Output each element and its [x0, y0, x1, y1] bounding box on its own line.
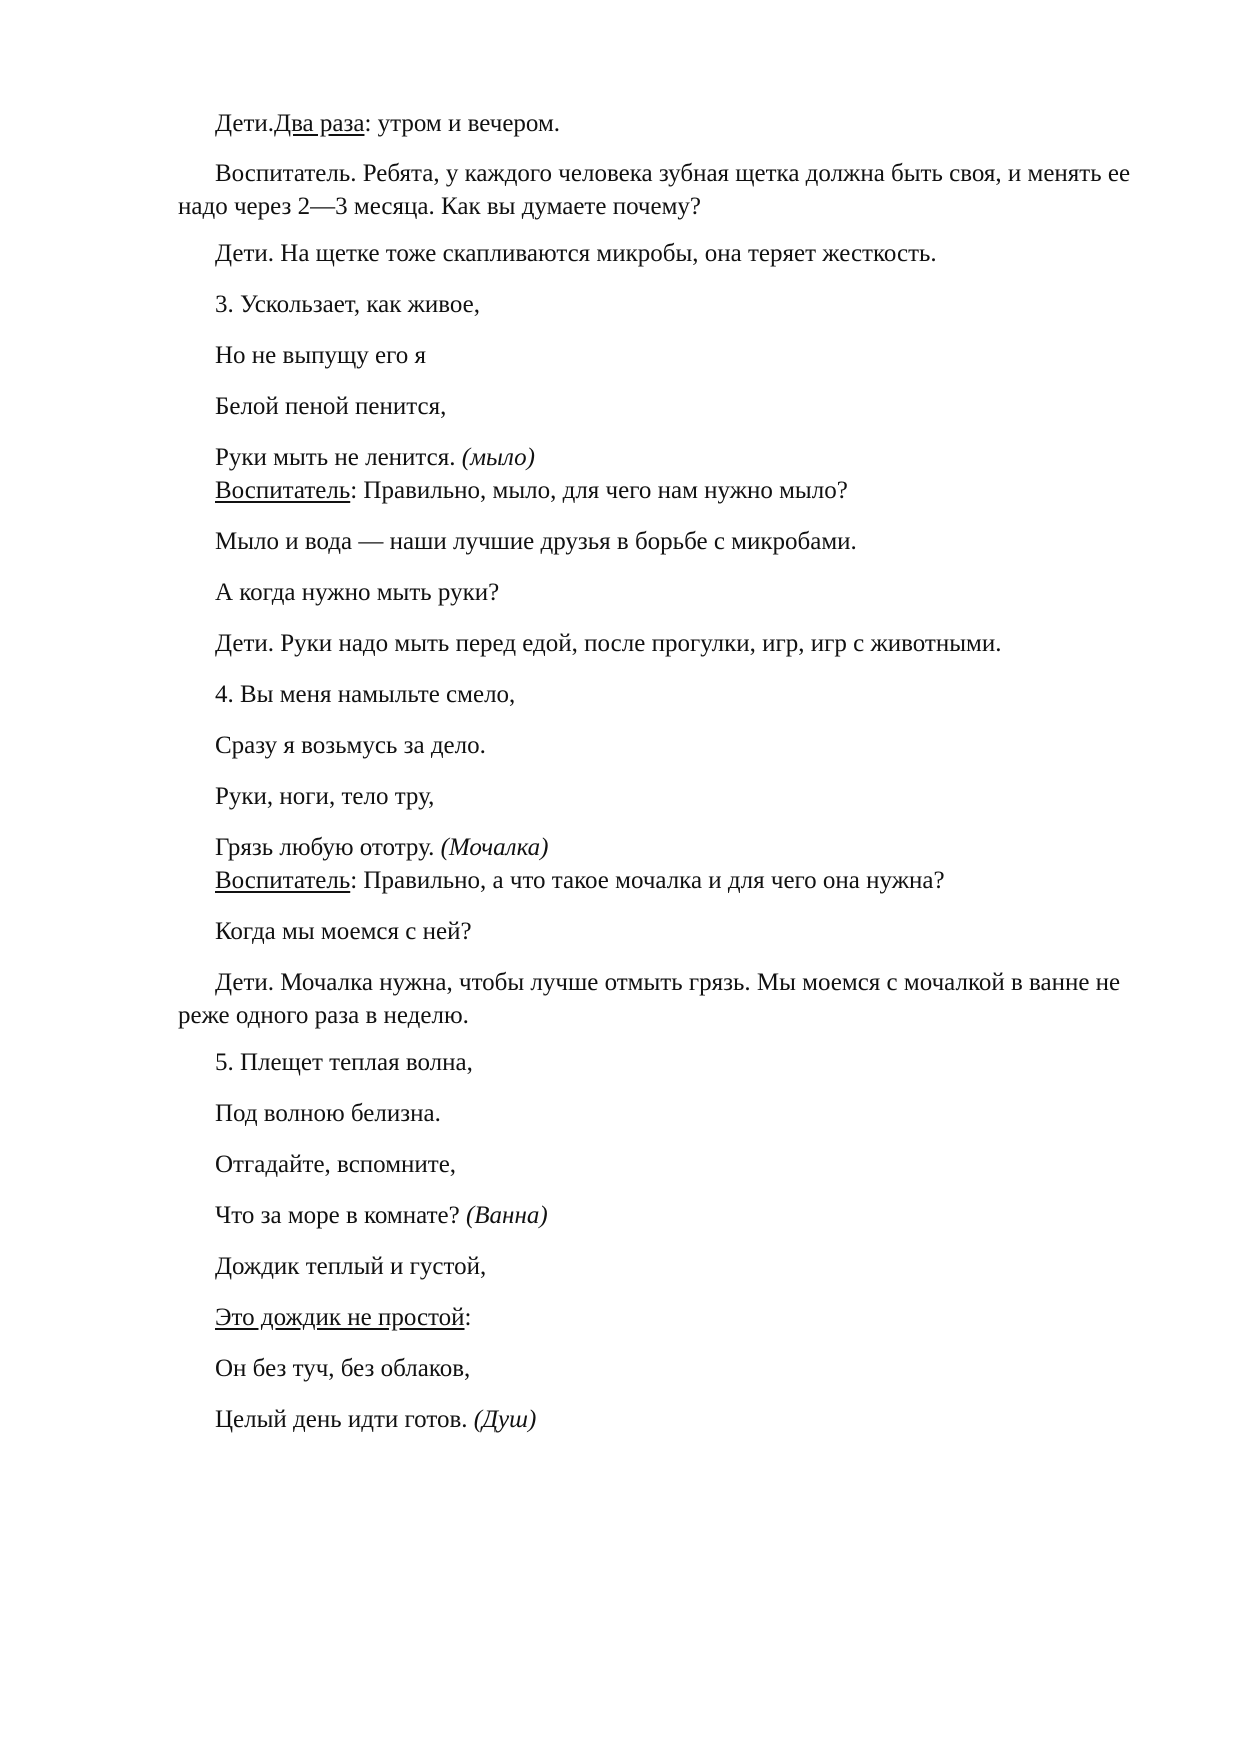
text-line — [215, 237, 937, 270]
riddle-line — [215, 1403, 536, 1436]
line-text: Целый день идти готов. — [215, 1406, 474, 1433]
riddle-line — [215, 1352, 470, 1385]
riddle-line — [215, 1148, 456, 1181]
riddle-line — [215, 441, 535, 474]
line-text: Дети. На щетке тоже скапливаются микробы, она теряет жесткость. — [215, 240, 937, 267]
text-line — [215, 864, 945, 897]
line-text: 3. Ускользает, как живое, — [215, 291, 481, 318]
line-text: : утром и вечером. — [364, 110, 561, 137]
paragraph-text: Дети. Мочалка нужна, чтобы лучше отмыть грязь. Мы моемся с мочалкой в ванне не реже одного раза в неделю. — [178, 969, 1121, 1029]
line-text: Мыло и вода — наши лучшие друзья в борьбе с микробами. — [215, 528, 857, 555]
riddle-answer: (Душ) — [473, 1406, 537, 1433]
line-text: Но не выпущу его я — [215, 342, 426, 369]
line-text: Руки мыть не ленится. — [215, 444, 462, 471]
riddle-line — [215, 1046, 473, 1079]
text-line — [215, 915, 472, 948]
riddle-line — [215, 390, 446, 423]
line-text: Что за море в комнате? — [215, 1202, 466, 1229]
line-text: Дождик теплый и густой, — [215, 1253, 487, 1280]
riddle-line — [215, 831, 548, 864]
riddle-line — [215, 1250, 486, 1283]
riddle-line — [215, 288, 480, 321]
line-text: Под волною белизна. — [215, 1100, 441, 1127]
paragraph — [178, 966, 1138, 1032]
riddle-answer: (Мочалка) — [440, 834, 549, 861]
line-text: Когда мы моемся с ней? — [215, 918, 472, 945]
line-text: Он без туч, без облаков, — [215, 1355, 471, 1382]
line-text: Сразу я возьмусь за дело. — [215, 732, 486, 759]
line-text: Белой пеной пенится, — [215, 393, 447, 420]
line-text: А когда нужно мыть руки? — [215, 579, 500, 606]
text-line — [215, 627, 1001, 660]
line-text: Грязь любую ототру. — [215, 834, 441, 861]
speaker-underlined: Воспитатель — [215, 477, 351, 504]
riddle-line — [215, 678, 515, 711]
paragraph — [178, 157, 1138, 223]
text-line — [215, 525, 857, 558]
line-text: : Правильно, мыло, для чего нам нужно мыло? — [350, 477, 848, 504]
line-text: Отгадайте, вспомните, — [215, 1151, 457, 1178]
text-line — [215, 474, 848, 507]
riddle-answer: (Ванна) — [465, 1202, 548, 1229]
line-text: : Правильно, а что такое мочалка и для чего она нужна? — [350, 867, 945, 894]
underlined-phrase: Два раза — [274, 110, 365, 137]
speaker-underlined: Воспитатель — [215, 867, 351, 894]
underlined-phrase: Это дождик не простой — [215, 1304, 465, 1331]
riddle-line — [215, 1097, 441, 1130]
riddle-line — [215, 1301, 471, 1334]
line-text: : — [464, 1304, 472, 1331]
line-text: Руки, ноги, тело тру, — [215, 783, 435, 810]
riddle-line — [215, 1199, 548, 1232]
line-text: Дети. Руки надо мыть перед едой, после прогулки, игр, игр с животными. — [215, 630, 1002, 657]
text-line — [215, 576, 499, 609]
riddle-line — [215, 780, 434, 813]
riddle-line — [215, 339, 426, 372]
speaker: Дети. — [215, 110, 275, 137]
paragraph-text: Воспитатель. Ребята, у каждого человека зубная щетка должна быть своя, и менять ее надо через 2—3 месяца. Как вы думаете почему? — [178, 160, 1131, 220]
line-text: 4. Вы меня намыльте смело, — [215, 681, 516, 708]
text-line — [215, 107, 560, 140]
riddle-answer: (мыло) — [461, 444, 536, 471]
riddle-line — [215, 729, 486, 762]
line-text: 5. Плещет теплая волна, — [215, 1049, 473, 1076]
